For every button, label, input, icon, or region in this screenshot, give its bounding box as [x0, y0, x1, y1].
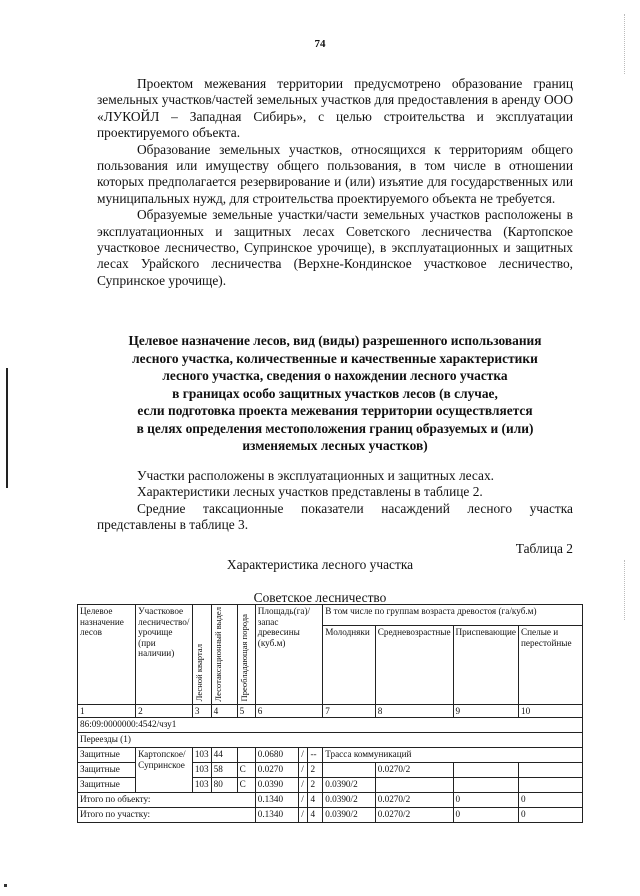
- page-number: 74: [314, 38, 326, 50]
- table-label: Таблица 2: [515, 541, 573, 556]
- cell-slash: /: [299, 748, 308, 763]
- cell-stock: 2: [308, 763, 323, 778]
- total-mature: 0: [518, 808, 582, 823]
- table-header-row: [78, 605, 583, 626]
- paragraph: Участки расположены в эксплуатационных и защитных лесах.: [137, 468, 495, 483]
- cell-stock: --: [308, 748, 323, 763]
- cell-quarter: 103: [192, 748, 211, 763]
- total-mature: 0: [518, 793, 582, 808]
- col-number: 7: [323, 704, 376, 718]
- total-young: 0.0390/2: [323, 808, 376, 823]
- cell-ripening: [453, 778, 518, 793]
- header-middle: Средневозрастные: [375, 626, 453, 705]
- header-age-groups: В том числе по группам возраста древостоя (га/куб.м): [323, 605, 583, 626]
- cell-quarter: 103: [192, 778, 211, 793]
- total-middle: 0.0270/2: [375, 808, 453, 823]
- cell-middle: 0.0270/2: [375, 763, 453, 778]
- header-district: Участковое лесничество/урочище (при наличии): [136, 605, 193, 705]
- paragraph: Образование земельных участков, относящихся к территориям общего пользования или имуществу общего пользования, в том числе в отношении которых предполагается резервирование и (или) изъятие для государственных или муниципальных нужд, для строительства проектируемого объекта не требуется.: [97, 141, 573, 206]
- column-number-row: [78, 704, 583, 718]
- header-ripening: Приспевающие: [453, 626, 518, 705]
- total-middle: 0.0270/2: [375, 793, 453, 808]
- col-number: 5: [237, 704, 255, 718]
- total-ripening: 0: [453, 808, 518, 823]
- cell-area: 0.0680: [255, 748, 298, 763]
- col-number: 2: [136, 704, 193, 718]
- cell-mature: [518, 763, 582, 778]
- table-row: [78, 748, 583, 763]
- header-allotment: Лесотаксационный выдел: [211, 605, 237, 705]
- col-number: 1: [78, 704, 136, 718]
- total-area: 0.1340: [255, 808, 298, 823]
- cell-district: Картопское/ Супринское: [136, 748, 193, 793]
- total-slash: /: [299, 808, 308, 823]
- forest-characteristics-table: [77, 604, 583, 823]
- heading-line: Целевое назначение лесов, вид (виды) разрешенного использования: [128, 333, 542, 348]
- table-title: Характеристика лесного участка: [226, 557, 414, 572]
- total-slash: /: [299, 793, 308, 808]
- header-young: Молодняки: [323, 626, 376, 705]
- scan-dot: [4, 884, 7, 887]
- col-number: 6: [255, 704, 322, 718]
- cell-allotment: 44: [211, 748, 237, 763]
- cell-species: С: [237, 778, 255, 793]
- total-ripening: 0: [453, 793, 518, 808]
- total-young: 0.0390/2: [323, 793, 376, 808]
- cell-slash: /: [299, 778, 308, 793]
- section-heading: [90, 332, 580, 455]
- total-label: Итого по участку:: [78, 808, 256, 823]
- cell-young: 0.0390/2: [323, 778, 376, 793]
- col-number: 8: [375, 704, 453, 718]
- table-intro-text: [97, 468, 573, 534]
- cell-purpose: Защитные: [78, 763, 136, 778]
- cell-mature: [518, 778, 582, 793]
- heading-line: если подготовка проекта межевания территории осуществляется: [137, 403, 533, 418]
- header-area: Площадь(га)/ запас древесины (куб.м): [255, 605, 322, 705]
- cell-young: [323, 763, 376, 778]
- paragraph: Средние таксационные показатели насаждений лесного участка представлены в таблице 3.: [97, 500, 573, 533]
- cell-species: [237, 748, 255, 763]
- table-subtitle: Советское лесничество: [253, 590, 387, 605]
- cell-slash: /: [299, 763, 308, 778]
- cell-species: С: [237, 763, 255, 778]
- total-row: [78, 808, 583, 823]
- section-row: [78, 733, 583, 748]
- total-area: 0.1340: [255, 793, 298, 808]
- section-label: Переезды (1): [78, 733, 583, 748]
- cell-purpose: Защитные: [78, 748, 136, 763]
- cell-note: Трасса коммуникаций: [323, 748, 583, 763]
- total-label: Итого по объекту:: [78, 793, 256, 808]
- paragraph: Образуемые земельные участки/части земельных участков расположены в эксплуатационных и защитных лесах Советского лесничества (Картопское участковое лесничество, Супринское урочище), в эксплуатационных и защитных лесах Урайского лесничества (Верхне-Кондинское участковое лесничество, Супринское урочище).: [97, 207, 573, 288]
- heading-line: лесного участка, сведения о нахождении лесного участка: [162, 368, 508, 383]
- cell-purpose: Защитные: [78, 778, 136, 793]
- col-number: 9: [453, 704, 518, 718]
- intro-text: [97, 76, 573, 289]
- header-quarter: Лесной квартал: [192, 605, 211, 705]
- cell-stock: 2: [308, 778, 323, 793]
- cell-ripening: [453, 763, 518, 778]
- total-stock: 4: [308, 808, 323, 823]
- cell-allotment: 80: [211, 778, 237, 793]
- heading-line: лесного участка, количественные и качественные характеристики: [132, 350, 538, 366]
- cell-area: 0.0390: [255, 778, 298, 793]
- scan-margin-bar: [6, 368, 8, 488]
- cell-quarter: 103: [192, 763, 211, 778]
- cell-area: 0.0270: [255, 763, 298, 778]
- heading-line: в границах особо защитных участков лесов (в случае,: [172, 385, 498, 401]
- paragraph: Характеристики лесных участков представлены в таблице 2.: [137, 484, 483, 500]
- paragraph: Проектом межевания территории предусмотрено образование границ земельных участков/частей земельных участков для предоставления в аренду ООО «ЛУКОЙЛ – Западная Сибирь», с целью строительства и эксплуатации проектируемого объекта.: [97, 76, 573, 141]
- cadastral-row: [78, 718, 583, 733]
- heading-line: изменяемых лесных участков): [242, 438, 428, 453]
- col-number: 4: [211, 704, 237, 718]
- cell-middle: [375, 778, 453, 793]
- heading-line: в целях определения местоположения границ образуемых и (или): [136, 420, 534, 436]
- total-row: [78, 793, 583, 808]
- cadastral-number: 86:09:0000000:4542/чзу1: [78, 718, 583, 733]
- header-purpose: Целевое назначение лесов: [78, 605, 136, 705]
- cell-allotment: 58: [211, 763, 237, 778]
- total-stock: 4: [308, 793, 323, 808]
- col-number: 3: [192, 704, 211, 718]
- col-number: 10: [518, 704, 582, 718]
- header-mature: Спелые и перестойные: [518, 626, 582, 705]
- header-species: Преобладающая порода: [237, 605, 255, 705]
